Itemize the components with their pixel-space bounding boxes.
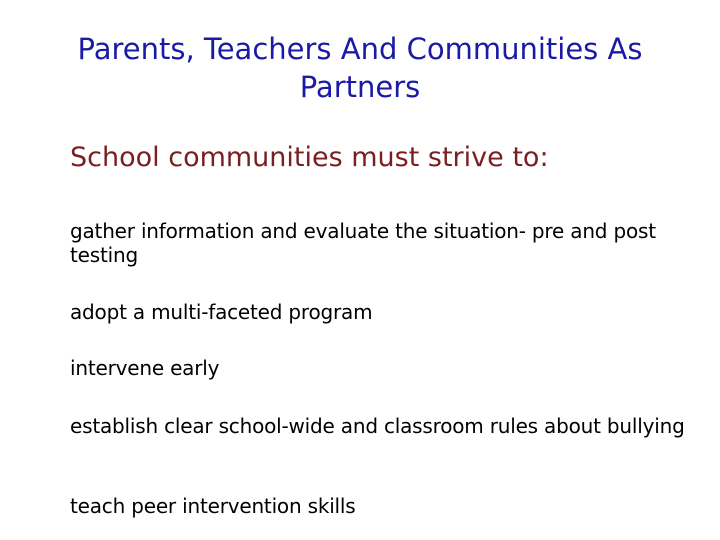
- slide-title: Parents, Teachers And Communities As Partners: [77, 32, 643, 104]
- list-item: intervene early: [70, 356, 220, 380]
- list-item: teach peer intervention skills: [70, 494, 356, 518]
- list-item: adopt a multi-faceted program: [70, 300, 373, 324]
- list-item: gather information and evaluate the situation- pre and post testing: [70, 219, 656, 267]
- list-item: establish clear school-wide and classroom rules about bullying: [70, 414, 685, 438]
- slide-subtitle: School communities must strive to:: [70, 142, 549, 173]
